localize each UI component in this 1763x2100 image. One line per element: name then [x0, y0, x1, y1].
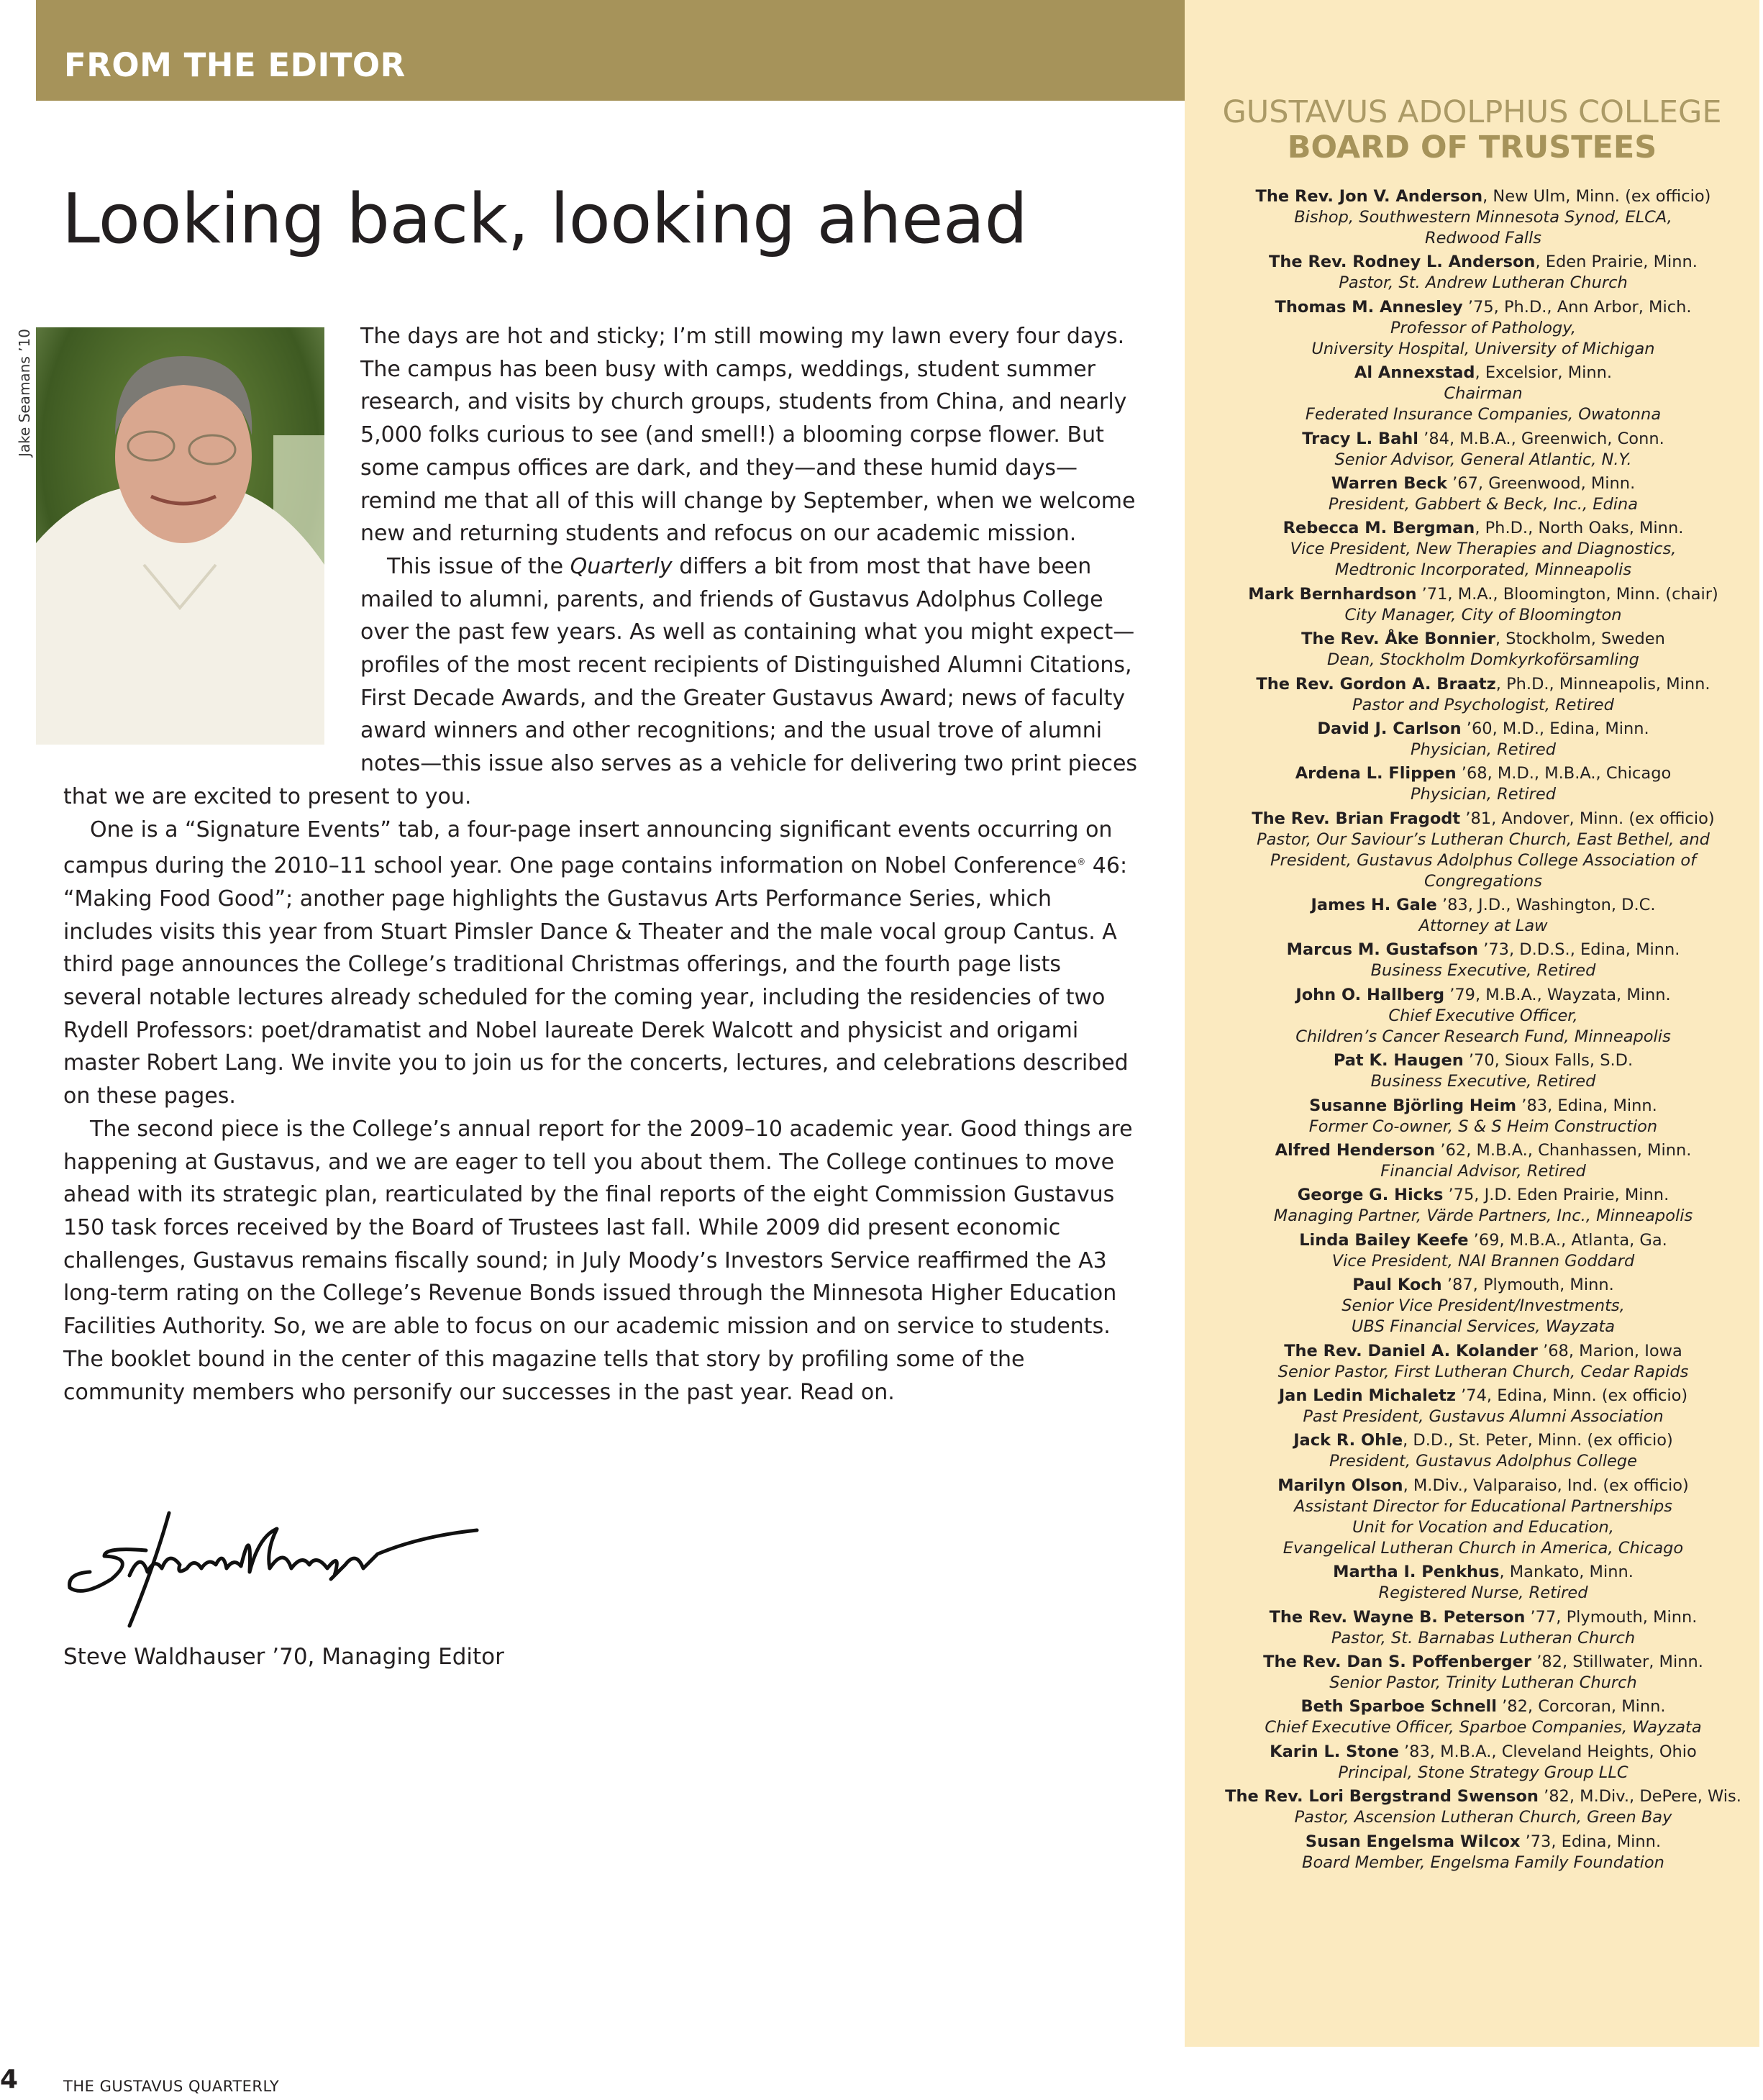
editor-photo — [36, 327, 324, 745]
board-of-trustees-sidebar — [1185, 0, 1759, 2047]
trustee-details: ’87, Plymouth, Minn. — [1441, 1276, 1614, 1295]
page-number: 4 — [0, 2065, 19, 2094]
paragraph-3 — [63, 814, 1142, 1113]
trustee-name: The Rev. Brian Fragodt — [1252, 809, 1461, 828]
trustee-name: The Rev. Åke Bonnier — [1301, 629, 1495, 649]
trustee-title: Physician, Retired — [1410, 740, 1557, 759]
trustee-title: Medtronic Incorporated, Minneapolis — [1334, 560, 1632, 580]
trustee-entry — [1185, 1050, 1763, 1092]
trustee-entry — [1185, 518, 1763, 581]
trustee-entry — [1185, 363, 1763, 425]
trustee-title: Evangelical Lutheran Church in America, Chicago — [1283, 1538, 1684, 1558]
trustee-name-line — [1185, 1607, 1763, 1628]
trustee-entry — [1185, 1140, 1763, 1182]
trustee-title: Assistant Director for Educational Partnerships — [1293, 1496, 1672, 1516]
trustee-name-line — [1185, 1185, 1763, 1206]
trustee-details: ’82, Stillwater, Minn. — [1531, 1652, 1703, 1671]
trustee-title: President, Gabbert & Beck, Inc., Edina — [1328, 494, 1639, 514]
trustee-title: Former Co-owner, S & S Heim Construction — [1308, 1117, 1658, 1136]
trustee-details: ’74, Edina, Minn. (ex officio) — [1455, 1386, 1688, 1405]
trustee-name: Susan Engelsma Wilcox — [1305, 1832, 1521, 1851]
trustee-entry — [1185, 1476, 1763, 1559]
trustee-details: ’73, D.D.S., Edina, Minn. — [1478, 940, 1680, 960]
trustee-details: , New Ulm, Minn. (ex officio) — [1482, 187, 1711, 206]
trustee-title: President, Gustavus Adolphus College — [1329, 1452, 1637, 1471]
trustee-title: Chief Executive Officer, — [1388, 1006, 1578, 1025]
trustee-details: , Eden Prairie, Minn. — [1535, 253, 1698, 272]
trustee-entry — [1185, 1386, 1763, 1427]
trustee-name-line — [1185, 719, 1763, 740]
trustee-title: Pastor, Ascension Lutheran Church, Green Bay — [1294, 1808, 1672, 1827]
trustee-name: Martha I. Penkhus — [1333, 1563, 1500, 1582]
registered-mark: ® — [1077, 857, 1086, 868]
trustee-name-line — [1185, 1696, 1763, 1717]
trustee-details: , M.Div., Valparaiso, Ind. (ex officio) — [1403, 1476, 1689, 1495]
trustee-title: Vice President, New Therapies and Diagnostics, — [1290, 540, 1677, 559]
paragraph-3-text: One is a “Signature Events” tab, a four-page insert announcing significant events occurring on campus during the 2010–11 school year. One page contains information on Nobel Conference — [63, 817, 1113, 879]
trustee-name-line — [1185, 1050, 1763, 1071]
trustee-entry — [1185, 985, 1763, 1047]
trustee-name: Ardena L. Flippen — [1295, 764, 1457, 783]
trustee-title: Federated Insurance Companies, Owatonna — [1305, 405, 1662, 424]
trustee-details: ’79, M.B.A., Wayzata, Minn. — [1444, 985, 1671, 1004]
trustee-details: ’60, M.D., Edina, Minn. — [1461, 719, 1649, 738]
trustee-details: ’69, M.B.A., Atlanta, Ga. — [1468, 1230, 1667, 1250]
trustee-title: Chief Executive Officer, Sparboe Companies, Wayzata — [1265, 1718, 1702, 1737]
trustee-title: Board Member, Engelsma Family Foundation — [1302, 1853, 1664, 1872]
trustee-entry — [1185, 1696, 1763, 1738]
trustee-name: Warren Beck — [1331, 473, 1447, 493]
trustee-name: George G. Hicks — [1297, 1186, 1444, 1205]
trustee-title: Redwood Falls — [1424, 229, 1542, 247]
trustee-entry — [1185, 629, 1763, 671]
trustee-list — [1185, 186, 1763, 1876]
trustee-name: Susanne Björling Heim — [1309, 1096, 1517, 1115]
trustee-name-line — [1185, 429, 1763, 450]
paragraph-1: The days are hot and sticky; I’m still mowing my lawn every four days. The campus has been busy with camps, weddings, student summer research, and visits by church groups, students from China, and nearly 5,000 folks curious to see (and smell!) a blooming corpse flower. But some campus offices are dark, and they—and these humid days—remind me that all of this will change by September, when we welcome new and returning students and refocus on our academic mission. — [360, 324, 1136, 547]
trustee-entry — [1185, 809, 1763, 892]
trustee-name-line — [1185, 674, 1763, 695]
trustee-title: Chairman — [1444, 384, 1523, 404]
trustee-entry — [1185, 1832, 1763, 1873]
trustee-name-line — [1185, 1476, 1763, 1496]
publication-name: Quarterly — [570, 553, 673, 579]
publication-footer: THE GUSTAVUS QUARTERLY — [63, 2078, 280, 2095]
trustee-title: Senior Pastor, Trinity Lutheran Church — [1329, 1673, 1637, 1692]
trustee-name: Thomas M. Annesley — [1275, 297, 1463, 317]
trustee-name-line — [1185, 1786, 1763, 1807]
trustee-name-line — [1185, 1230, 1763, 1251]
trustee-details: , Ph.D., North Oaks, Minn. — [1475, 519, 1684, 538]
trustee-title: UBS Financial Services, Wayzata — [1351, 1317, 1616, 1337]
trustee-name: Paul Koch — [1352, 1276, 1442, 1295]
trustee-entry — [1185, 186, 1763, 249]
trustee-entry — [1185, 1652, 1763, 1694]
trustee-details: , Ph.D., Minneapolis, Minn. — [1495, 674, 1710, 694]
trustee-entry — [1185, 429, 1763, 471]
trustee-entry — [1185, 584, 1763, 626]
trustee-name-line — [1185, 186, 1763, 207]
trustee-details: ’68, M.D., M.B.A., Chicago — [1456, 764, 1672, 783]
signature-caption: Steve Waldhauser ’70, Managing Editor — [63, 1644, 504, 1670]
paragraph-2-text-end: differs a bit from most that have been mailed to alumni, parents, and friends of Gustavus Adolphus College over the past few years. As well as containing what you might expect—profiles of the most recent recipients of Distinguished Alumni Citations, First Decade Awards, and the Greater Gustavus Award; news of faculty award winners and other recognitions; and the usual trove of alumni notes—this issue also serves as a vehicle for delivering two print pieces that we are excited to present to you. — [63, 553, 1138, 809]
trustee-name-line — [1185, 1430, 1763, 1451]
trustee-name: Tracy L. Bahl — [1302, 429, 1419, 448]
trustee-name: Mark Bernhardson — [1248, 584, 1417, 604]
trustee-name-line — [1185, 629, 1763, 650]
trustee-title: Dean, Stockholm Domkyrkoförsamling — [1327, 650, 1639, 670]
trustee-title: Pastor and Psychologist, Retired — [1352, 695, 1614, 714]
trustee-name: Rebecca M. Bergman — [1283, 519, 1475, 538]
trustee-name: The Rev. Wayne B. Peterson — [1269, 1607, 1526, 1627]
trustee-title: President, Gustavus Adolphus College Association of — [1270, 850, 1697, 870]
trustee-title: Pastor, Our Saviour’s Lutheran Church, East Bethel, and — [1257, 829, 1710, 849]
trustee-name: The Rev. Gordon A. Braatz — [1256, 674, 1496, 694]
trustee-name-line — [1185, 985, 1763, 1006]
trustee-title: Attorney at Law — [1418, 917, 1548, 936]
trustee-details: ’62, M.B.A., Chanhassen, Minn. — [1435, 1141, 1692, 1160]
trustee-title: Registered Nurse, Retired — [1378, 1583, 1588, 1603]
trustee-name: Jan Ledin Michaletz — [1278, 1386, 1456, 1405]
trustee-details: ’73, Edina, Minn. — [1520, 1832, 1662, 1851]
article-body — [63, 320, 1142, 1409]
trustee-title: Senior Pastor, First Lutheran Church, Cedar Rapids — [1277, 1362, 1689, 1381]
trustee-name: Marcus M. Gustafson — [1286, 940, 1479, 960]
trustee-entry — [1185, 940, 1763, 981]
trustee-name-line — [1185, 252, 1763, 273]
trustee-details: ’82, M.Div., DePere, Wis. — [1538, 1787, 1741, 1806]
trustee-details: ’81, Andover, Minn. (ex officio) — [1460, 809, 1715, 828]
trustee-entry — [1185, 1562, 1763, 1604]
trustee-title: Business Executive, Retired — [1370, 961, 1596, 981]
trustee-name: Alfred Henderson — [1275, 1141, 1436, 1160]
trustee-entry — [1185, 763, 1763, 805]
article-title: Looking back, looking ahead — [62, 180, 1028, 259]
trustee-details: ’70, Sioux Falls, S.D. — [1463, 1051, 1634, 1071]
trustee-name-line — [1185, 518, 1763, 539]
trustee-name-line — [1185, 297, 1763, 318]
trustee-details: ’77, Plymouth, Minn. — [1525, 1607, 1698, 1627]
trustee-title: Pastor, St. Andrew Lutheran Church — [1339, 273, 1628, 293]
trustee-details: ’83, Edina, Minn. — [1516, 1096, 1657, 1115]
trustee-name-line — [1185, 895, 1763, 916]
trustee-details: , Mankato, Minn. — [1499, 1563, 1634, 1582]
trustee-title: Principal, Stone Strategy Group LLC — [1338, 1763, 1628, 1782]
trustee-entry — [1185, 1275, 1763, 1337]
section-label: FROM THE EDITOR — [64, 46, 406, 84]
trustee-entry — [1185, 473, 1763, 515]
trustee-details: ’71, M.A., Bloomington, Minn. (chair) — [1416, 584, 1718, 604]
trustee-title: Bishop, Southwestern Minnesota Synod, ELCA, — [1294, 208, 1672, 227]
trustee-entry — [1185, 1430, 1763, 1472]
trustee-title: City Manager, City of Bloomington — [1344, 605, 1622, 624]
editor-signature — [61, 1507, 486, 1637]
trustee-name-line — [1185, 473, 1763, 494]
trustee-name-line — [1185, 1096, 1763, 1117]
trustee-name: Pat K. Haugen — [1333, 1051, 1464, 1071]
trustee-name: Beth Sparboe Schnell — [1300, 1697, 1497, 1717]
trustee-entry — [1185, 1341, 1763, 1383]
trustee-name: Al Annexstad — [1354, 363, 1475, 383]
trustee-details: ’84, M.B.A., Greenwich, Conn. — [1418, 429, 1664, 448]
trustee-details: ’82, Corcoran, Minn. — [1496, 1697, 1666, 1717]
trustee-name-line — [1185, 1832, 1763, 1853]
trustee-details: , D.D., St. Peter, Minn. (ex officio) — [1403, 1431, 1673, 1450]
trustee-title: Business Executive, Retired — [1370, 1072, 1596, 1091]
trustee-title: Financial Advisor, Retired — [1380, 1162, 1586, 1181]
trustee-name-line — [1185, 940, 1763, 960]
trustee-title: Pastor, St. Barnabas Lutheran Church — [1331, 1628, 1636, 1647]
trustee-name: The Rev. Daniel A. Kolander — [1284, 1341, 1538, 1360]
trustee-entry — [1185, 1607, 1763, 1649]
paragraph-4: The second piece is the College’s annual report for the 2009–10 academic year. Good things are happening at Gustavus, and we are eager to tell you about them. The College continues to move ahead with its strategic plan, rearticulated by the final reports of the eight Commission Gustavus 150 task forces received by the Board of Trustees last fall. While 2009 did present economic challenges, Gustavus remains fiscally sound; in July Moody’s Investors Service reaffirmed the A3 long-term rating on the College’s Revenue Bonds issued through the Minnesota Higher Education Facilities Authority. So, we are able to focus on our academic mission and on service to students. The booklet bound in the center of this magazine tells that story by profiling some of the community members who personify our successes in the past year. Read on. — [63, 1116, 1133, 1405]
trustee-entry — [1185, 1786, 1763, 1828]
trustee-name-line — [1185, 1652, 1763, 1673]
trustee-details: , Excelsior, Minn. — [1475, 363, 1613, 383]
paragraph-3-text-end: 46: “Making Food Good”; another page highlights the Gustavus Arts Performance Series, which includes visits this year from Stuart Pimsler Dance & Theater and the male vocal group Cantus. A third page announces the College’s traditional Christmas offerings, and the fourth page lists several notable lectures already scheduled for the coming year, including the residencies of two Rydell Professors: poet/dramatist and Nobel laureate Derek Walcott and physicist and origami master Robert Lang. We invite you to join us for the concerts, lectures, and celebrations described on these pages. — [63, 853, 1129, 1109]
trustee-title: Vice President, NAI Brannen Goddard — [1331, 1251, 1635, 1271]
trustee-title: Unit for Vocation and Education, — [1352, 1517, 1614, 1537]
trustee-name: Jack R. Ohle — [1293, 1431, 1403, 1450]
trustee-name-line — [1185, 763, 1763, 784]
trustee-details: ’67, Greenwood, Minn. — [1447, 473, 1636, 493]
trustee-details: ’75, J.D. Eden Prairie, Minn. — [1443, 1186, 1669, 1205]
trustee-title: University Hospital, University of Michigan — [1311, 339, 1655, 358]
trustee-entry — [1185, 1230, 1763, 1272]
trustee-name: Linda Bailey Keefe — [1299, 1230, 1469, 1250]
trustee-name: The Rev. Jon V. Anderson — [1255, 187, 1483, 206]
trustee-title: Physician, Retired — [1410, 785, 1557, 804]
trustee-name-line — [1185, 363, 1763, 383]
paragraph-2-text: This issue of the — [387, 553, 570, 579]
trustee-name: The Rev. Rodney L. Anderson — [1269, 253, 1536, 272]
trustee-details: ’83, M.B.A., Cleveland Heights, Ohio — [1398, 1742, 1697, 1761]
trustee-name: David J. Carlson — [1317, 719, 1462, 738]
trustee-name: John O. Hallberg — [1295, 985, 1445, 1004]
photo-credit: Jake Seamans ’10 — [16, 329, 33, 457]
sidebar-heading: BOARD OF TRUSTEES — [1287, 129, 1657, 165]
trustee-entry — [1185, 1185, 1763, 1227]
trustee-name-line — [1185, 1562, 1763, 1583]
trustee-entry — [1185, 297, 1763, 360]
trustee-title: Children’s Cancer Research Fund, Minneapolis — [1295, 1027, 1671, 1046]
trustee-name-line — [1185, 1386, 1763, 1406]
trustee-details: ’68, Marion, Iowa — [1537, 1341, 1682, 1360]
section-banner — [36, 0, 1185, 101]
trustee-name: James H. Gale — [1311, 896, 1437, 915]
trustee-entry — [1185, 252, 1763, 294]
trustee-entry — [1185, 674, 1763, 716]
trustee-name: Marilyn Olson — [1277, 1476, 1403, 1495]
trustee-title: Congregations — [1423, 871, 1542, 891]
trustee-details: ’83, J.D., Washington, D.C. — [1436, 896, 1656, 915]
trustee-entry — [1185, 1096, 1763, 1137]
trustee-name-line — [1185, 584, 1763, 605]
trustee-title: Senior Advisor, General Atlantic, N.Y. — [1334, 450, 1632, 469]
trustee-title: Senior Vice President/Investments, — [1341, 1296, 1625, 1316]
trustee-entry — [1185, 1742, 1763, 1783]
trustee-title: Managing Partner, Värde Partners, Inc., Minneapolis — [1273, 1206, 1693, 1226]
trustee-name-line — [1185, 1341, 1763, 1362]
trustee-name-line — [1185, 1275, 1763, 1296]
sidebar-college-name: GUSTAVUS ADOLPHUS COLLEGE — [1222, 94, 1722, 130]
trustee-title: Professor of Pathology, — [1390, 318, 1577, 337]
trustee-details: ’75, Ph.D., Ann Arbor, Mich. — [1462, 297, 1692, 317]
trustee-name-line — [1185, 1742, 1763, 1763]
trustee-name-line — [1185, 1140, 1763, 1161]
trustee-name: Karin L. Stone — [1270, 1742, 1399, 1761]
trustee-entry — [1185, 719, 1763, 760]
trustee-entry — [1185, 895, 1763, 937]
trustee-name: The Rev. Dan S. Poffenberger — [1263, 1652, 1532, 1671]
trustee-details: , Stockholm, Sweden — [1495, 629, 1665, 649]
trustee-name-line — [1185, 809, 1763, 829]
trustee-title: Past President, Gustavus Alumni Association — [1303, 1406, 1664, 1426]
trustee-name: The Rev. Lori Bergstrand Swenson — [1225, 1787, 1539, 1806]
